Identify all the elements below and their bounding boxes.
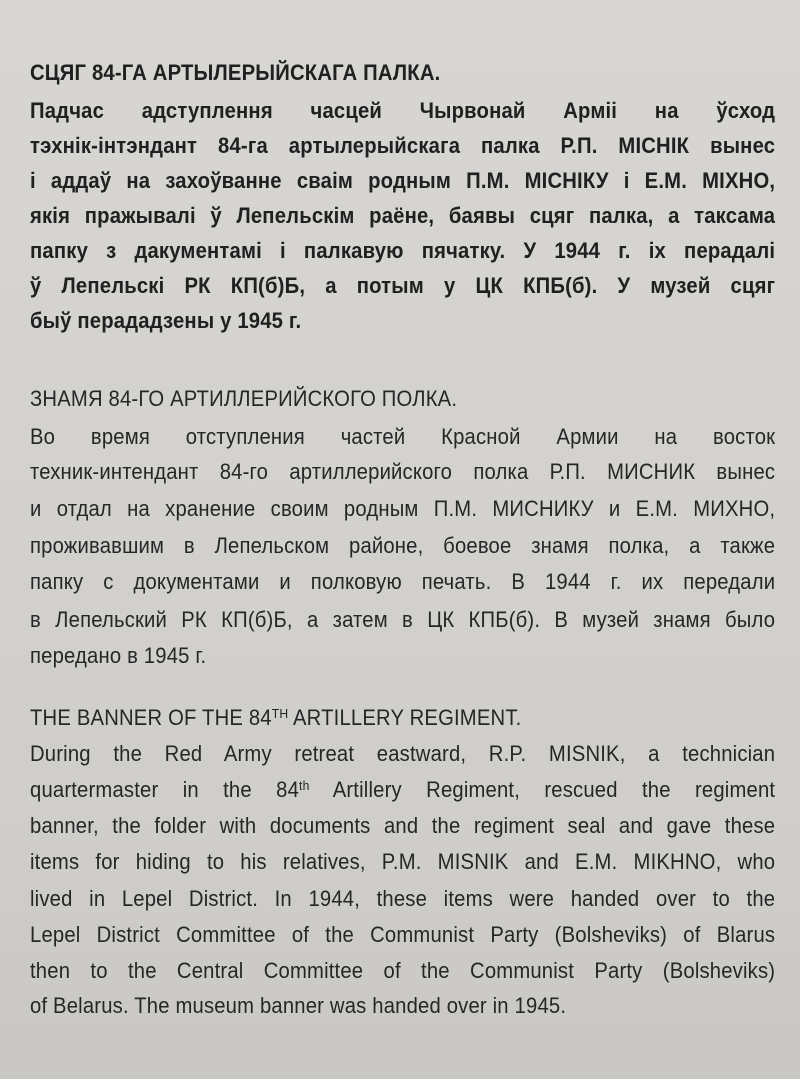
russian-line: проживавшим в Лепельском районе, боевое знамя полка, а также	[30, 533, 776, 558]
english-title-ordinal: TH	[271, 705, 289, 721]
belarusian-line: тэхнік-інтэндант 84-га артылерыйскага палка Р.П. МІСНІК вынес	[30, 133, 776, 158]
english-line: banner, the folder with documents and the regiment seal and gave these	[30, 813, 776, 838]
english-title	[30, 703, 775, 733]
russian-line: Во время отступления частей Красной Армии на восток	[30, 424, 776, 449]
belarusian-line: якія пражывалі ў Лепельскім раёне, баявы сцяг палка, а таксама	[30, 203, 776, 228]
belarusian-line: ў Лепельскі РК КП(б)Б, а потым у ЦК КПБ(б). У музей сцяг	[30, 273, 776, 298]
belarusian-line: быў перададзены у 1945 г.	[30, 308, 302, 333]
russian-title: ЗНАМЯ 84-ГО АРТИЛЛЕРИЙСКОГО ПОЛКА.	[30, 386, 458, 411]
russian-line: и отдал на хранение своим родным П.М. МИСНИКУ и Е.М. МИХНО,	[30, 496, 776, 521]
belarusian-line: і аддаў на захоўванне сваім родным П.М. МІСНІКУ і Е.М. МІХНО,	[30, 168, 776, 193]
russian-line: передано в 1945 г.	[30, 643, 207, 668]
english-line: Lepel District Committee of the Communist Party (Bolsheviks) of Blarus	[30, 922, 776, 947]
english-line-part: quartermaster in the 84	[30, 777, 300, 802]
english-line-part: Artillery Regiment, rescued the regiment	[309, 777, 776, 802]
english-line-ordinal: th	[299, 777, 310, 793]
belarusian-title: СЦЯГ 84-ГА АРТЫЛЕРЫЙСКАГА ПАЛКА.	[30, 60, 441, 85]
english-line: items for hiding to his relatives, P.M. MISNIK and E.M. MIKHNO, who	[30, 849, 776, 874]
english-line	[30, 775, 775, 805]
belarusian-line: Падчас адступлення часцей Чырвонай Арміі на ўсход	[30, 98, 776, 123]
english-line: then to the Central Committee of the Communist Party (Bolsheviks)	[30, 958, 776, 983]
belarusian-line: папку з дакументамі і палкавую пячатку. У 1944 г. іх перадалі	[30, 238, 776, 263]
english-title-part: THE BANNER OF THE 84	[30, 705, 272, 730]
english-line: of Belarus. The museum banner was handed over in 1945.	[30, 993, 567, 1018]
english-line: lived in Lepel District. In 1944, these items were handed over to the	[30, 886, 776, 911]
russian-line: в Лепельский РК КП(б)Б, а затем в ЦК КПБ(б). В музей знамя было	[30, 607, 776, 632]
english-line: During the Red Army retreat eastward, R.P. MISNIK, a technician	[30, 741, 776, 766]
english-title-part: ARTILLERY REGIMENT.	[288, 705, 522, 730]
russian-line: папку с документами и полковую печать. В 1944 г. их передали	[30, 569, 776, 594]
russian-line: техник-интендант 84-го артиллерийского полка Р.П. МИСНИК вынес	[30, 459, 776, 484]
